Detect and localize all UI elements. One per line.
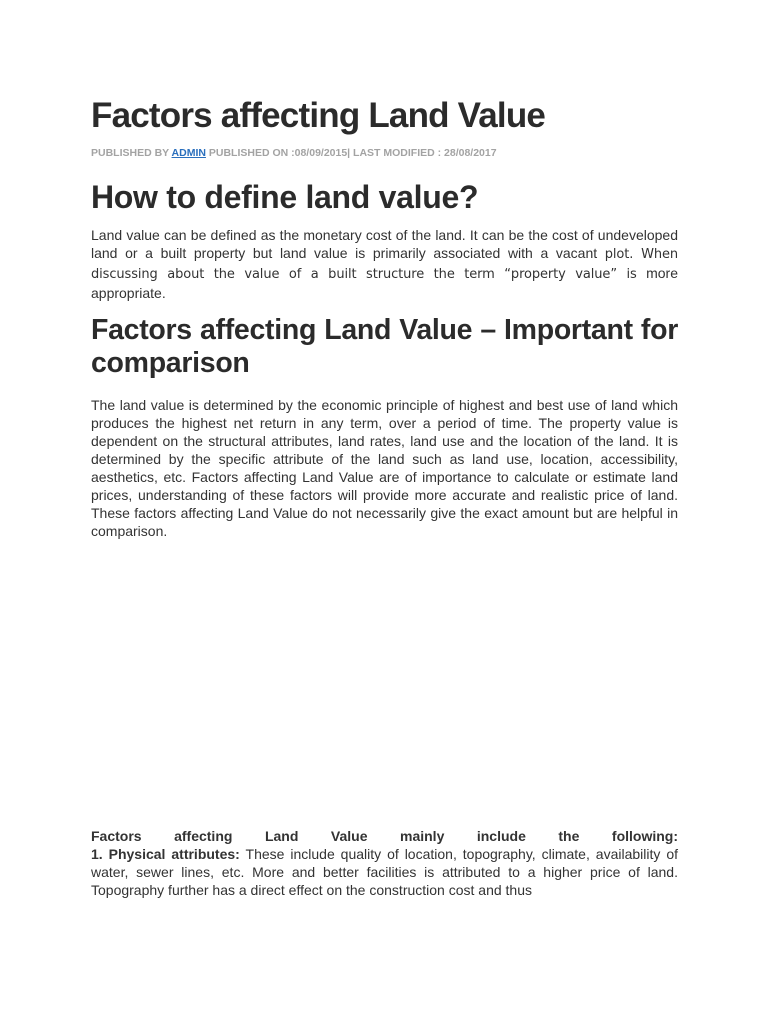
physical-attributes-text: These include quality of location, topography, climate, availability of water, sewer lines, etc. More and better facilities is attributed to a higher price of land. Topography further has a direct effect on the construction cost and thus <box>91 846 678 898</box>
definition-text-part1: Land value can be defined as the monetary cost of the land. It can be the cost of undeveloped land or a built property but land value is primarily associated with a vacant <box>91 227 678 261</box>
author-link[interactable]: ADMIN <box>171 147 206 159</box>
factors-paragraph: The land value is determined by the economic principle of highest and best use of land which produces the highest net return in any term, over a period of time. The property value is dependent on the structural attributes, land rates, land use and the location of the land. It is determined by the specific attribute of the land such as land use, location, accessibility, aesthetics, etc. Factors affecting Land Value are of importance to calculate or estimate land prices, understanding of these factors will provide more accurate and realistic price of land. These factors affecting Land Value do not necessarily give the exact amount but are helpful in comparison. <box>91 397 678 539</box>
section-heading-factors: Factors affecting Land Value – Important for comparison <box>91 314 678 379</box>
physical-attributes-label: 1. Physical attributes: <box>91 846 240 862</box>
section-heading-define: How to define land value? <box>91 179 479 215</box>
factors-list-paragraph <box>91 827 678 899</box>
post-meta <box>91 146 678 160</box>
definition-text-part2: plot. When discussing about the value of a built structure the term “property value” is <box>91 247 678 282</box>
definition-paragraph <box>91 226 678 302</box>
definition-text-part3: more appropriate. <box>91 265 678 301</box>
page-title: Factors affecting Land Value <box>91 96 546 135</box>
published-by-label: PUBLISHED BY <box>91 147 169 159</box>
factors-list-lead: Factors affecting Land Value mainly include the following: <box>91 828 678 844</box>
article <box>91 96 678 540</box>
published-date-text: PUBLISHED ON :08/09/2015| LAST MODIFIED : 28/08/2017 <box>208 147 497 159</box>
